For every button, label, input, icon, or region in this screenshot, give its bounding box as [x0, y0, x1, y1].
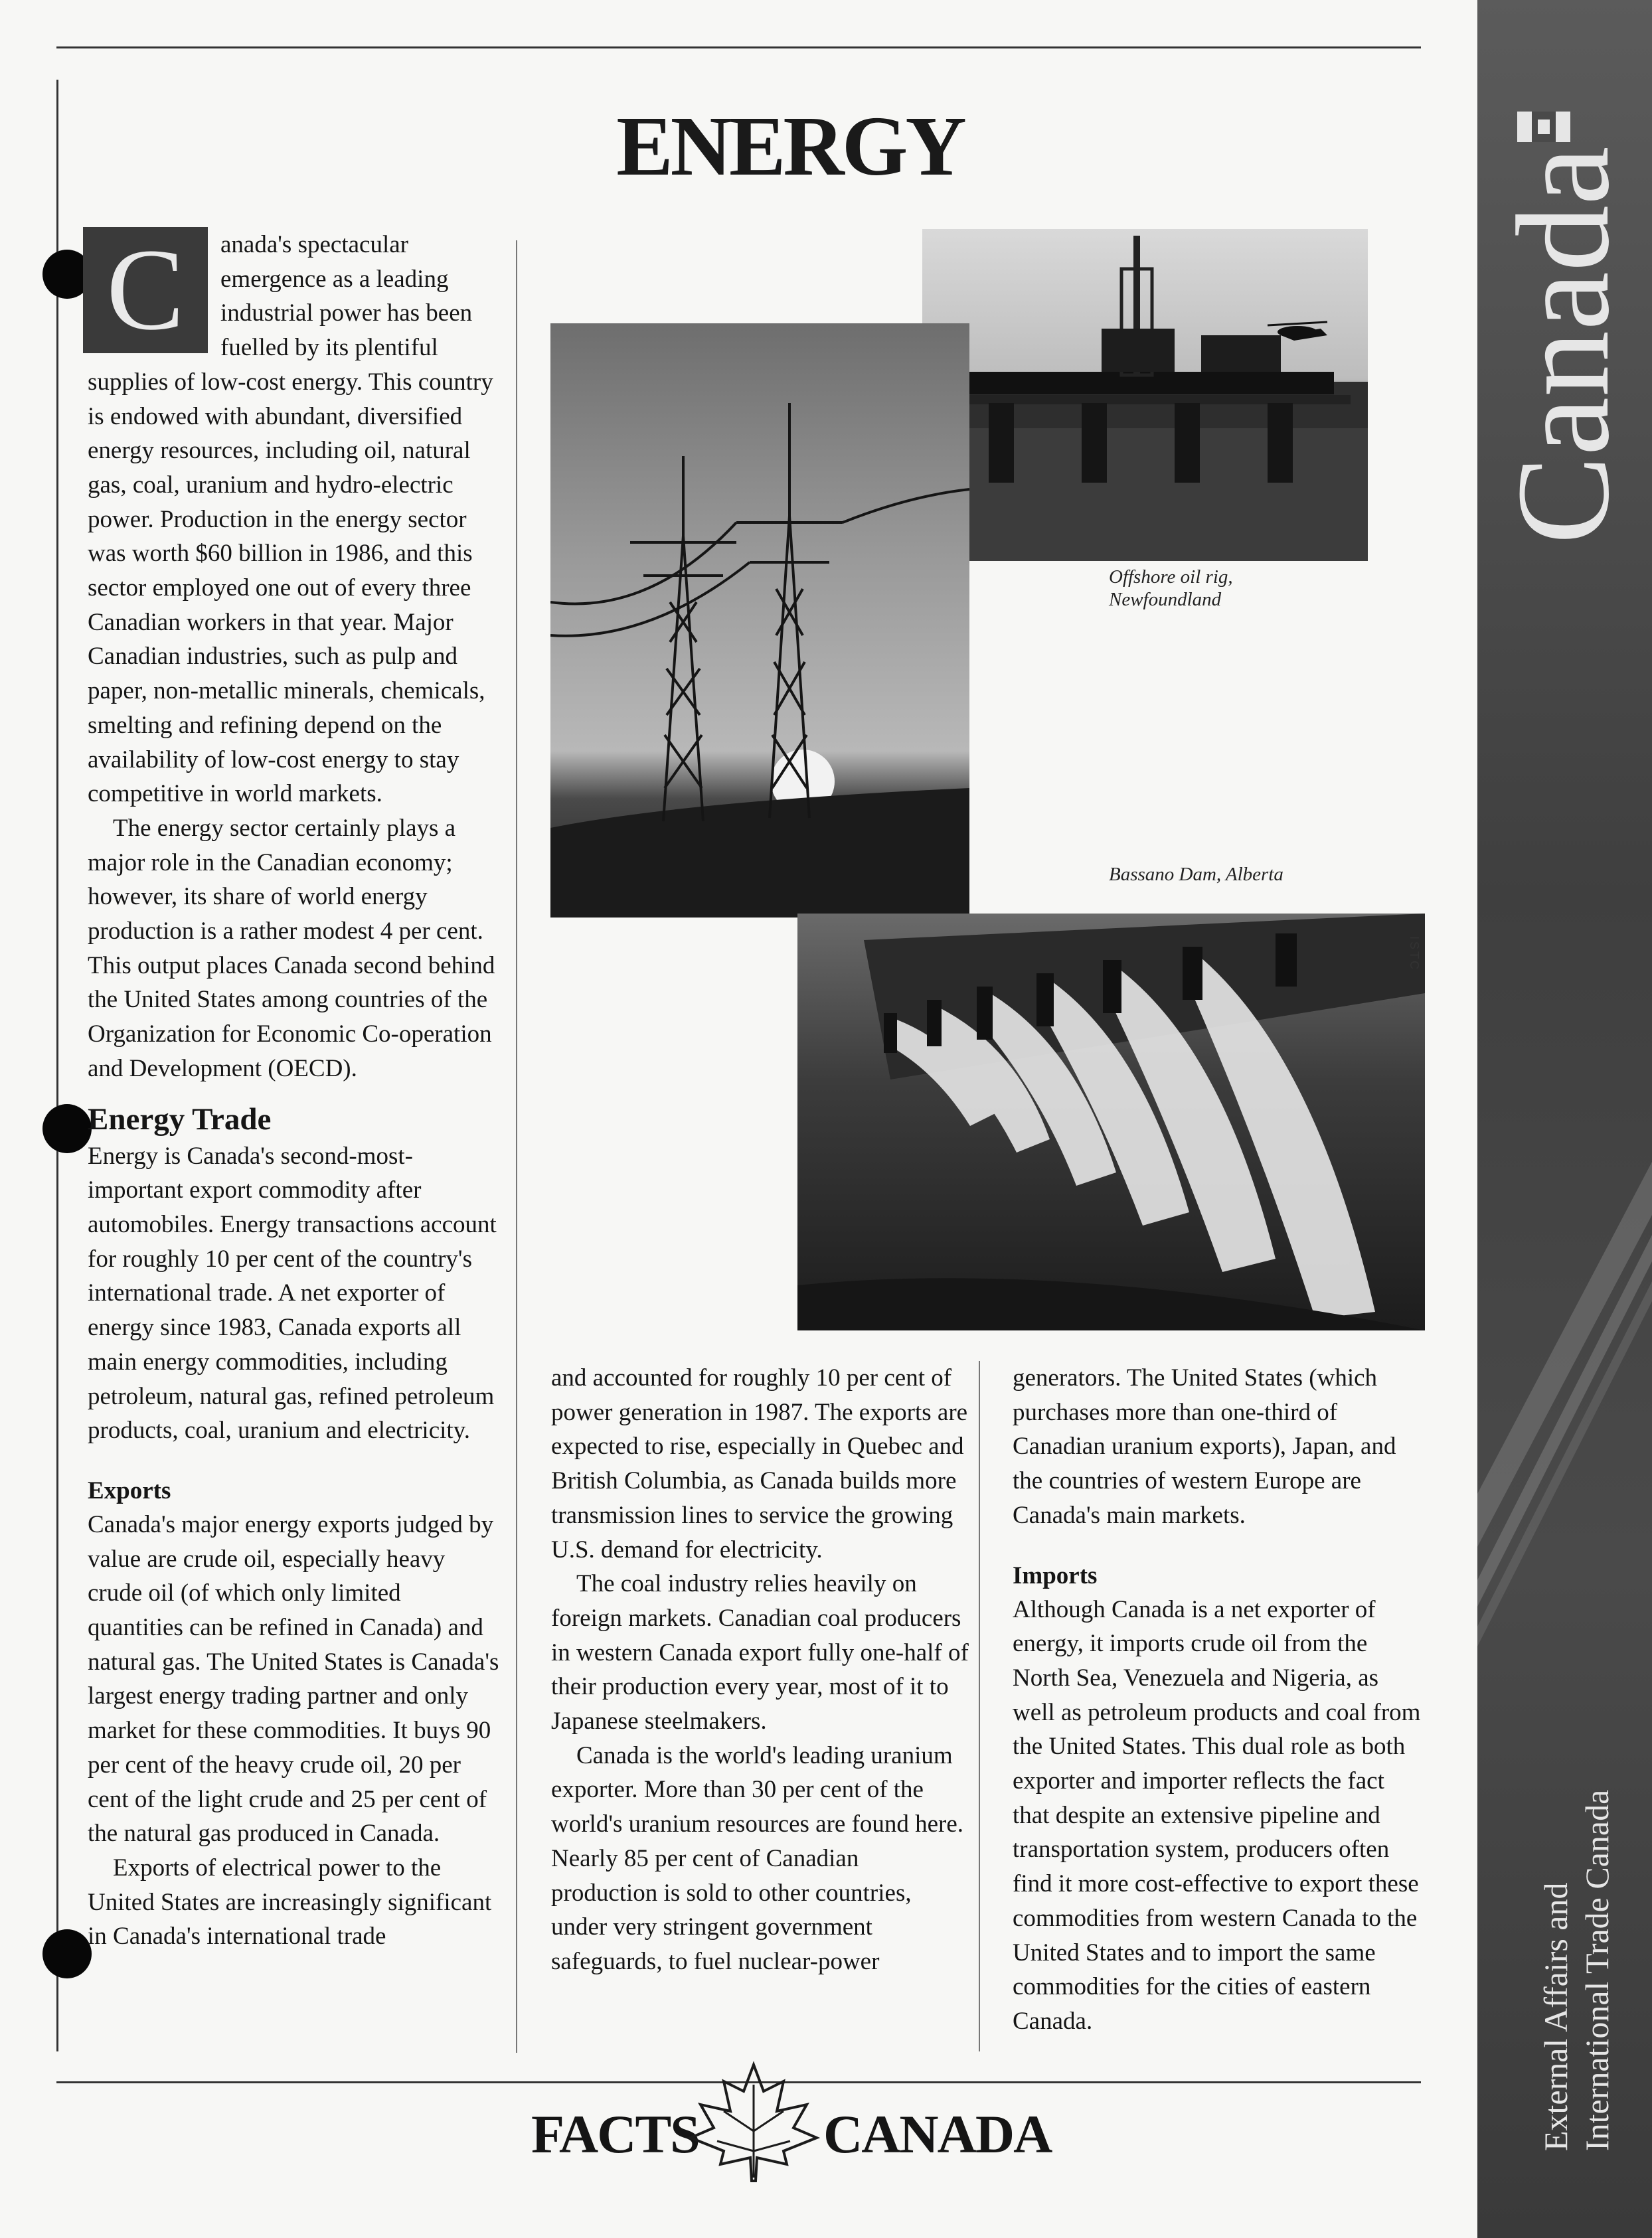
- department-line-2: International Trade Canada: [1578, 1789, 1615, 2151]
- exports-heading: Exports: [88, 1477, 171, 1504]
- page-title: ENERGY: [616, 99, 964, 193]
- middle-paragraph-3: Canada is the world's leading uranium exporter. More than 30 per cent of the world's uranium resources are found here. Nearly 85 per cent of Canadian production is sold to other countries, under very stringent government safeguards, to fuel nuclear-power: [551, 1741, 964, 1975]
- middle-paragraph-1: and accounted for roughly 10 per cent of power generation in 1987. The exports are expected to rise, especially in Quebec and British Columbia, as Canada builds more transmission lines to service the growing U.S. demand for electricity.: [551, 1364, 968, 1563]
- oil-rig-illustration: [922, 229, 1368, 561]
- canada-flag-icon: [1517, 112, 1570, 142]
- binder-hole-bottom: [42, 1929, 92, 1978]
- right-paragraph-continued: generators. The United States (which purchases more than one-third of Canadian uranium exports), Japan, and the countries of western Europe are Canada's main markets.: [1013, 1364, 1396, 1529]
- footer-canada: CANADA: [823, 2104, 1052, 2164]
- intro-paragraph-1: anada's spectacular emergence as a leading industrial power has been fuelled by its plentiful supplies of low-cost energy. This country is endowed with abundant, diversified energy resources, including oil, natural gas, coal, uranium and hydro-electric power. Production in the energy sector was worth $60 billion in 1986, and this sector employed one out of every three Canadian workers in that year. Major Canadian industries, such as pulp and paper, non-metallic minerals, chemicals, smelting and refining depend on the availability of low-cost energy to stay competitive in world markets.: [88, 231, 493, 808]
- binder-hole-middle: [42, 1104, 92, 1153]
- department-line-1: External Affairs and: [1537, 1882, 1574, 2151]
- exports-paragraph-2: Exports of electrical power to the United States are increasingly significant in Canada's international trade: [88, 1854, 492, 1951]
- energy-trade-paragraph: Energy is Canada's second-most-important export commodity after automobiles. Energy transactions account for roughly 10 per cent of the country's international trade. A net exporter of energy since 1983, Canada exports all main energy commodities, including petroleum, natural gas, refined petroleum products, coal, uranium and electricity.: [88, 1142, 497, 1445]
- dam-caption: Bassano Dam, Alberta: [1109, 864, 1283, 885]
- transmission-towers-photo: [550, 323, 969, 918]
- column-rule-1: [516, 240, 517, 2053]
- imports-paragraph: Although Canada is a net exporter of energy, it imports crude oil from the North Sea, Venezuela and Nigeria, as well as petroleum products and coal from the United States. This dual role as both exporter and importer reflects the fact that despite an extensive pipeline and transportation system, producers often find it more cost-effective to export these commodities from western Canada to the United States and to import the same commodities for the cities of eastern Canada.: [1013, 1595, 1421, 2035]
- intro-paragraph-2: The energy sector certainly plays a major role in the Canadian economy; however, its share of world energy production is a rather modest 4 per cent. This output places Canada second behind the United States among countries of the Organization for Economic Co-operation and Development (OECD).: [88, 814, 495, 1082]
- footer-facts: FACTS: [531, 2104, 699, 2164]
- column-rule-2: [979, 1361, 980, 2051]
- energy-trade-heading: Energy Trade: [88, 1101, 272, 1137]
- maple-leaf-icon: [684, 2058, 823, 2184]
- dam-illustration: [797, 914, 1425, 1330]
- left-column: [88, 228, 499, 1954]
- transmission-towers-illustration: [550, 323, 969, 918]
- canada-wordmark: Canada: [1490, 146, 1637, 544]
- government-sidebar: [1477, 0, 1652, 2238]
- oil-rig-caption: Offshore oil rig, Newfoundland: [1109, 566, 1233, 610]
- middle-column: [551, 1361, 969, 1979]
- left-margin-rule: [56, 80, 58, 2051]
- top-rule: [56, 46, 1421, 48]
- middle-paragraph-2: The coal industry relies heavily on foreign markets. Canadian coal producers in western Canada export fully one-half of their production every year, most of it to Japanese steelmakers.: [551, 1570, 969, 1735]
- drop-cap: C: [83, 227, 208, 353]
- right-column: [1013, 1361, 1421, 2039]
- photo-credit: ISTC: [1408, 936, 1421, 972]
- dam-photo: [797, 914, 1425, 1330]
- imports-heading: Imports: [1013, 1561, 1098, 1589]
- exports-paragraph-1: Canada's major energy exports judged by value are crude oil, especially heavy crude oil (of which only limited quantities can be refined in Canada) and natural gas. The United States is Canada's largest energy trading partner and only market for these commodities. It buys 90 per cent of the heavy crude oil, 20 per cent of the light crude and 25 per cent of the natural gas produced in Canada.: [88, 1510, 499, 1848]
- oil-rig-photo: [922, 229, 1368, 561]
